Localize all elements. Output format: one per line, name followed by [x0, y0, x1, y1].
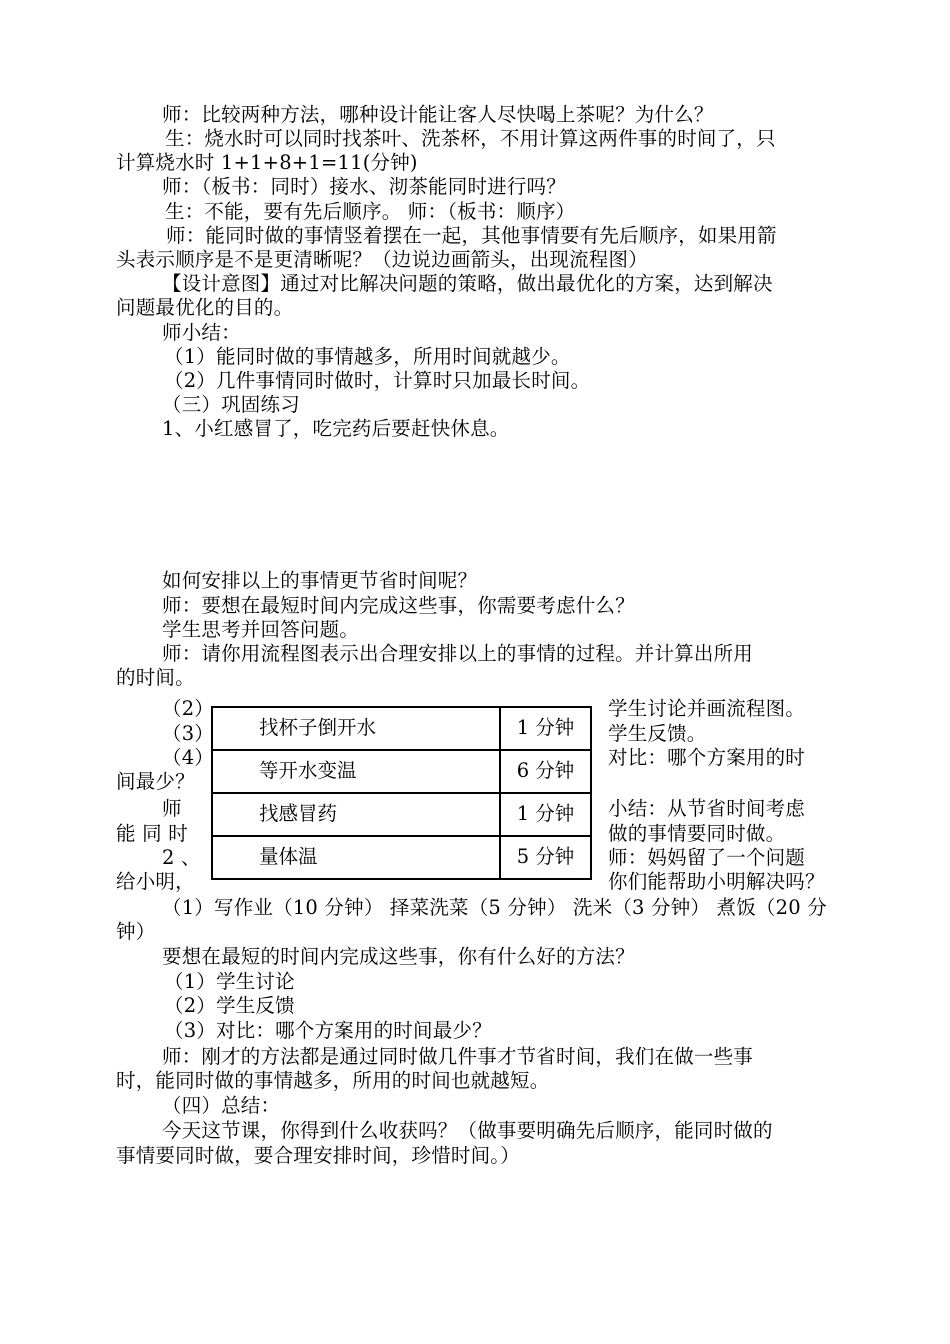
- paragraph: 师：（板书：同时）接水、沏茶能同时进行吗？: [162, 175, 566, 198]
- paragraph: 计算烧水时 1+1+8+1=11(分钟): [116, 151, 418, 174]
- wrap-right-text: 做的事情要同时做。: [608, 822, 786, 845]
- paragraph: 的时间。: [116, 666, 195, 689]
- paragraph: 头表示顺序是不是更清晰呢？（边说边画箭头，出现流程图）: [116, 248, 648, 271]
- paragraph: 事情要同时做，要合理安排时间，珍惜时间。）: [116, 1144, 520, 1167]
- paragraph: 时，能同时做的事情越多，所用的时间也就越短。: [116, 1069, 550, 1092]
- time-cell: 1 分钟: [500, 707, 591, 750]
- paragraph: 1、小红感冒了，吃完药后要赶快休息。: [162, 417, 510, 440]
- section-heading: （三）巩固练习: [162, 393, 300, 416]
- paragraph: 钟）: [116, 920, 156, 943]
- section-heading: （四）总结：: [162, 1094, 281, 1117]
- list-item: （2）学生反馈: [164, 994, 295, 1017]
- list-item: （2）几件事情同时做时，计算时只加最长时间。: [164, 369, 591, 392]
- list-item: （1）学生讨论: [164, 970, 295, 993]
- paragraph: （1）写作业（10 分钟） 择菜洗菜（5 分钟） 洗米（3 分钟） 煮饭（20 分: [162, 896, 827, 919]
- wrap-right-text: 你们能帮助小明解决吗？: [608, 870, 825, 893]
- design-intent: 【设计意图】通过对比解决问题的策略，做出最优化的方案，达到解决: [162, 272, 773, 295]
- wrap-left-text: 给小明，: [116, 870, 195, 893]
- paragraph: 要想在最短的时间内完成这些事，你有什么好的方法？: [162, 945, 635, 968]
- task-cell: 找杯子倒开水: [212, 707, 500, 750]
- wrap-left-text: （4）: [162, 746, 215, 769]
- paragraph: 师：能同时做的事情竖着摆在一起，其他事情要有先后顺序，如果用箭: [166, 224, 777, 247]
- wrap-left-text: 师: [162, 797, 182, 820]
- paragraph: 生：烧水时可以同时找茶叶、洗茶杯，不用计算这两件事的时间了，只: [165, 127, 776, 150]
- paragraph: 师：比较两种方法，哪种设计能让客人尽快喝上茶呢？为什么？: [162, 103, 714, 126]
- time-cell: 5 分钟: [500, 836, 591, 879]
- table-row: [212, 707, 591, 750]
- wrap-left-text: 间最少？: [116, 770, 195, 793]
- table-row: [212, 750, 591, 793]
- wrap-right-text: 师：妈妈留了一个问题: [608, 846, 806, 869]
- wrap-left-text: 能 同 时: [116, 822, 188, 845]
- list-item: （3）对比：哪个方案用的时间最少？: [164, 1019, 492, 1042]
- paragraph: 如何安排以上的事情更节省时间呢？: [162, 569, 478, 592]
- table-row: [212, 836, 591, 879]
- paragraph: 学生思考并回答问题。: [162, 618, 360, 641]
- paragraph: 师小结：: [162, 321, 241, 344]
- paragraph: 师：要想在最短时间内完成这些事，你需要考虑什么？: [162, 594, 635, 617]
- wrap-left-text: （2）: [162, 697, 215, 720]
- paragraph: 师：刚才的方法都是通过同时做几件事才节省时间，我们在做一些事: [162, 1045, 754, 1068]
- list-item: （1）能同时做的事情越多，所用时间就越少。: [164, 345, 571, 368]
- task-cell: 等开水变温: [212, 750, 500, 793]
- task-cell: 找感冒药: [212, 793, 500, 836]
- wrap-right-text: 小结：从节省时间考虑: [608, 797, 806, 820]
- time-cell: 6 分钟: [500, 750, 591, 793]
- paragraph: 问题最优化的目的。: [116, 296, 294, 319]
- paragraph: 今天这节课，你得到什么收获吗？（做事要明确先后顺序，能同时做的: [162, 1119, 773, 1142]
- task-time-table: [211, 706, 592, 880]
- wrap-right-text: 学生讨论并画流程图。: [608, 697, 806, 720]
- table-row: [212, 793, 591, 836]
- task-cell: 量体温: [212, 836, 500, 879]
- wrap-right-text: 对比：哪个方案用的时: [608, 746, 806, 769]
- wrap-left-text: 2 、: [162, 846, 201, 869]
- wrap-left-text: （3）: [162, 722, 215, 745]
- paragraph: 生：不能，要有先后顺序。 师：（板书：顺序）: [165, 200, 576, 223]
- wrap-right-text: 学生反馈。: [608, 722, 707, 745]
- paragraph: 师：请你用流程图表示出合理安排以上的事情的过程。并计算出所用: [162, 642, 754, 665]
- time-cell: 1 分钟: [500, 793, 591, 836]
